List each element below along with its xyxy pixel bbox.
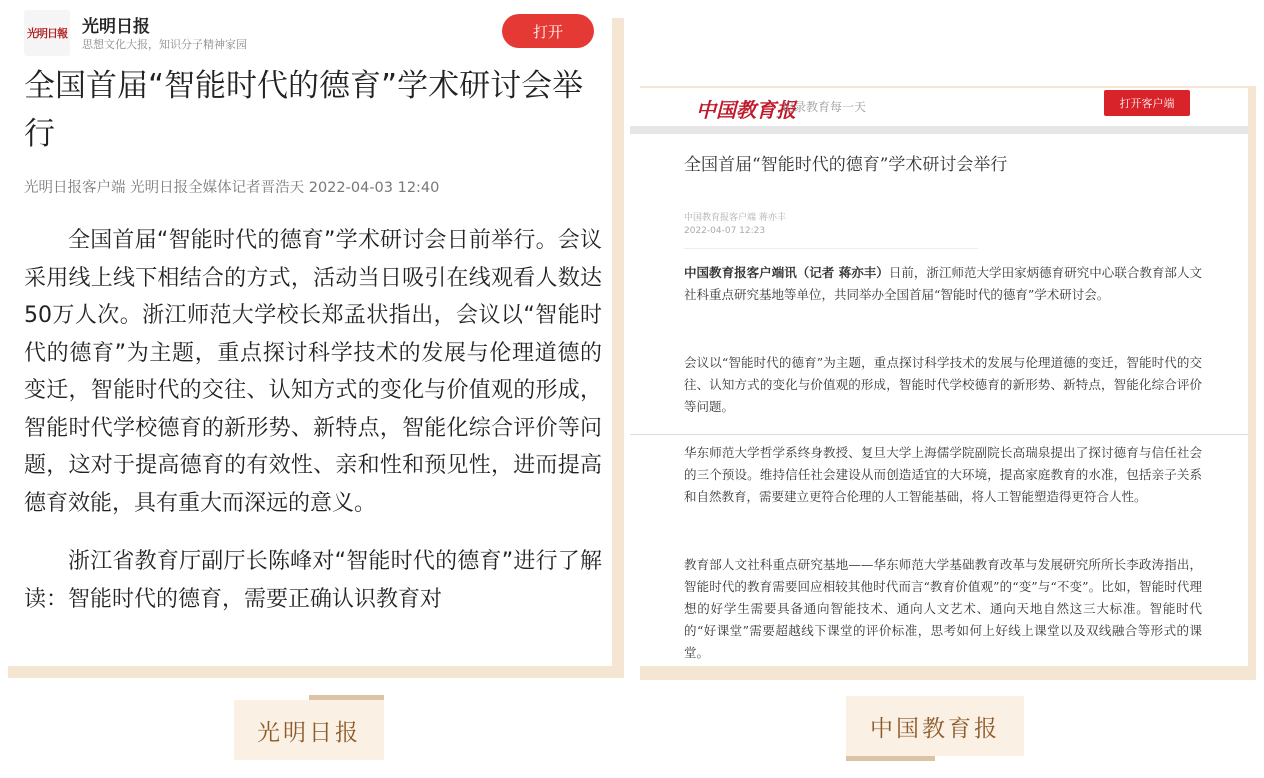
gm-brand-name: 光明日报 [82, 17, 150, 37]
caption-accent-bar-right [846, 756, 935, 761]
caption-guangming: 光明日报 [234, 700, 384, 760]
ce-paragraph-1 [684, 262, 1202, 306]
gm-article-page [8, 0, 612, 666]
ce-article-source: 中国教育报客户端 蒋亦丰 [684, 213, 786, 223]
caption-china-education: 中国教育报 [846, 696, 1024, 756]
ce-slogan: 记录教育每一天 [782, 100, 867, 114]
gm-logo: 光明日報 [24, 10, 70, 56]
ce-header [630, 88, 1248, 134]
ce-paragraph-text: 日前，浙江师范大学田家炳德育研究中心联合教育部人文社科重点研究基地等单位，共同举办全国首届“智能时代的德育”学术研讨会。 [684, 265, 1202, 302]
ce-paragraph-2: 会议以“智能时代的德育”为主题，重点探讨科学技术的发展与伦理道德的变迁，智能时代的交往、认知方式的变化与价值观的形成，智能时代学校德育的新形势、新特点，智能化综合评价等问题。 [684, 355, 1202, 414]
gm-open-app-button[interactable]: 打开 [502, 14, 594, 48]
ce-article-page [630, 88, 1248, 666]
gm-paragraph: 浙江省教育厅副厅长陈峰对“智能时代的德育”进行了解读：智能时代的德育，需要正确认识教育对 [24, 549, 602, 612]
gm-article-body [24, 222, 602, 639]
gm-header [24, 10, 594, 50]
ce-article-title: 全国首届“智能时代的德育”学术研讨会举行 [684, 155, 1008, 175]
ce-open-client-button[interactable]: 打开客户端 [1104, 90, 1190, 116]
gm-slogan: 思想文化大报，知识分子精神家园 [82, 38, 247, 51]
gm-paragraph: 全国首届“智能时代的德育”学术研讨会日前举行。会议采用线上线下相结合的方式，活动当日吸引在线观看人数达50万人次。浙江师范大学校长郑孟状指出，会议以“智能时代的德育”为主题，重点探讨科学技术的发展与伦理道德的变迁，智能时代的交往、认知方式的变化与价值观的形成，智能时代学校德育的新形势、新特点，智能化综合评价等问题，这对于提高德育的有效性、亲和性和预见性，进而提高德育效能，具有重大而深远的意义。 [24, 228, 602, 516]
ce-logo: 中国教育报 [696, 98, 796, 122]
ce-section-divider [630, 434, 1248, 435]
gm-article-meta: 光明日报客户端 光明日报全媒体记者晋浩天 2022-04-03 12:40 [24, 180, 440, 196]
ce-meta-separator [684, 248, 978, 249]
ce-paragraph-3: 华东师范大学哲学系终身教授、复旦大学上海儒学院副院长高瑞泉提出了探讨德育与信任社会的三个预设。维持信任社会建设从而创造适宜的大环境，提高家庭教育的水准，包括亲子关系和自然教育，需要建立更符合伦理的人工智能基础，将人工智能塑造得更符合人性。 [684, 445, 1202, 504]
ce-paragraph-4: 教育部人文社科重点研究基地——华东师范大学基础教育改革与发展研究所所长李政涛指出，智能时代的教育需要回应相较其他时代而言“教育价值观”的“变”与“不变”。比如，智能时代理想的好学生需要具备通向智能技术、通向人文艺术、通向天地自然这三大标准。智能时代的“好课堂”需要超越线下课堂的评价标准，思考如何上好线上课堂以及双线融合等形式的课堂。 [684, 557, 1202, 660]
ce-lead: 中国教育报客户端讯（记者 蒋亦丰） [684, 265, 889, 280]
gm-article-title: 全国首届“智能时代的德育”学术研讨会举行 [24, 68, 584, 152]
ce-article-time: 2022-04-07 12:23 [684, 226, 766, 236]
